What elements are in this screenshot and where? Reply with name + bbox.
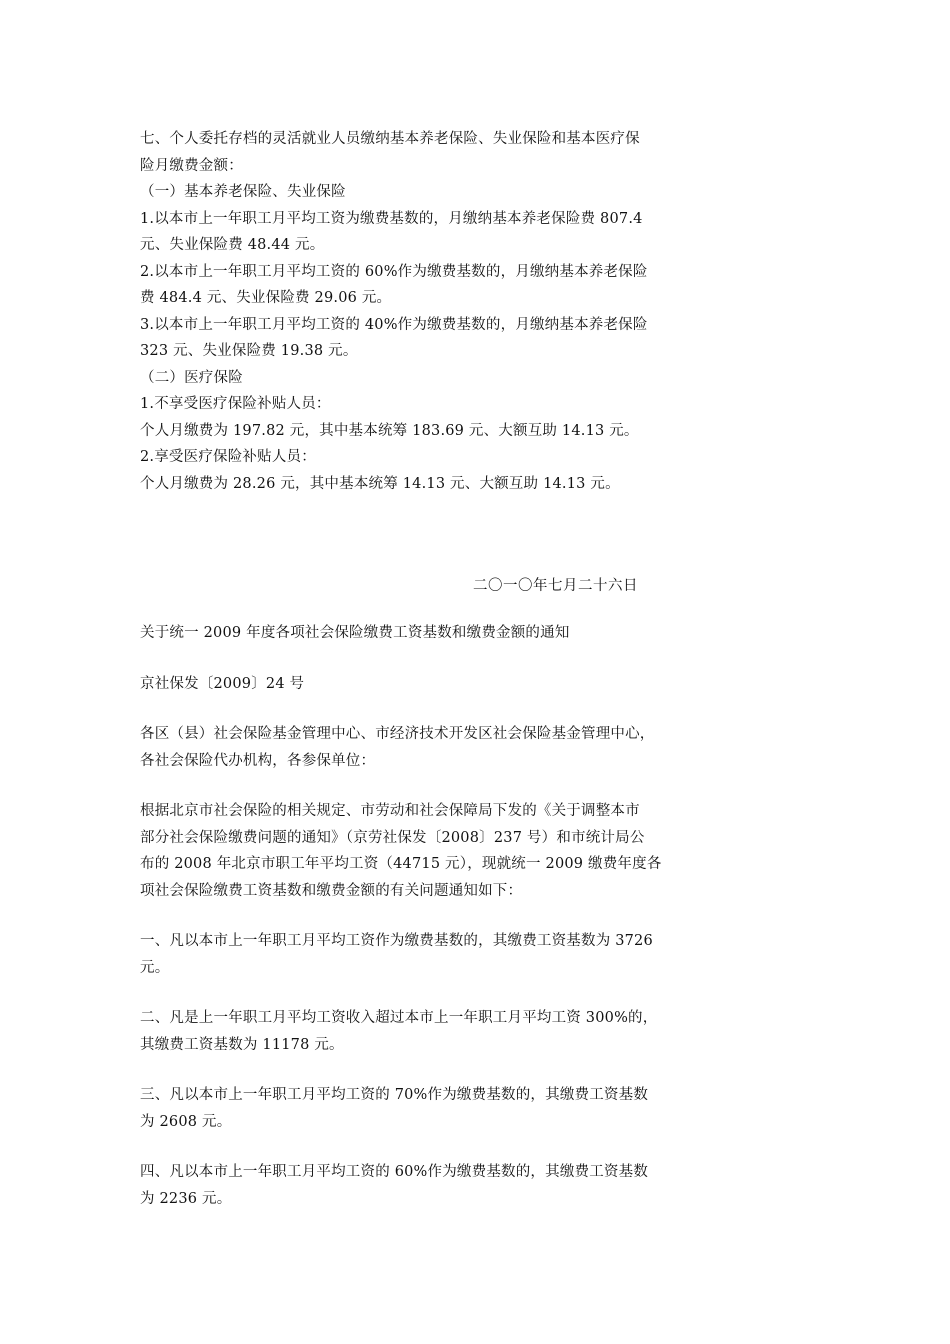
document-date: 二〇一〇年七月二十六日 — [473, 578, 638, 594]
notice-2009 — [140, 620, 700, 1236]
intro-line: 布的 2008 年北京市职工年平均工资（44715 元），现就统一 2009 缴费年度各 — [140, 856, 662, 872]
notice-title-text: 关于统一 2009 年度各项社会保险缴费工资基数和缴费金额的通知 — [140, 625, 570, 641]
pension-item-2-line-1: 2.以本市上一年职工月平均工资的 60%作为缴费基数的，月缴纳基本养老保险 — [140, 263, 648, 280]
addressee-line: 各区（县）社会保险基金管理中心、市经济技术开发区社会保险基金管理中心， — [140, 726, 655, 742]
medical-item-2-heading: 2.享受医疗保险补贴人员： — [140, 449, 316, 465]
section-7 — [140, 126, 700, 497]
item-1-line: 一、凡以本市上一年职工月平均工资作为缴费基数的，其缴费工资基数为 3726 — [140, 933, 653, 949]
notice-title — [140, 620, 700, 647]
notice-item-1 — [140, 928, 700, 981]
section-7-heading-line-1: 七、个人委托存档的灵活就业人员缴纳基本养老保险、失业保险和基本医疗保 — [140, 131, 640, 147]
notice-intro — [140, 798, 700, 904]
notice-addressee — [140, 721, 700, 774]
medical-item-2-detail: 个人月缴费为 28.26 元，其中基本统筹 14.13 元、大额互助 14.13 元。 — [140, 475, 620, 492]
pension-item-3-line-1: 3.以本市上一年职工月平均工资的 40%作为缴费基数的，月缴纳基本养老保险 — [140, 316, 648, 333]
item-4-line: 为 2236 元。 — [140, 1190, 232, 1207]
item-4-line: 四、凡以本市上一年职工月平均工资的 60%作为缴费基数的，其缴费工资基数 — [140, 1164, 649, 1180]
item-3-line: 三、凡以本市上一年职工月平均工资的 70%作为缴费基数的，其缴费工资基数 — [140, 1087, 649, 1103]
item-3-line: 为 2608 元。 — [140, 1113, 232, 1130]
notice-doc-number-text: 京社保发〔2009〕24 号 — [140, 675, 305, 692]
notice-item-4 — [140, 1159, 700, 1212]
subsection-medical: （二）医疗保险 — [140, 369, 243, 386]
intro-line: 根据北京市社会保险的相关规定、市劳动和社会保障局下发的《关于调整本市 — [140, 803, 640, 819]
addressee-line: 各社会保险代办机构，各参保单位： — [140, 752, 376, 769]
intro-line: 部分社会保险缴费问题的通知》（京劳社保发〔2008〕237 号）和市统计局公 — [140, 829, 645, 846]
notice-item-2 — [140, 1005, 700, 1058]
medical-item-1-heading: 1.不享受医疗保险补贴人员： — [140, 396, 331, 412]
item-2-line: 其缴费工资基数为 11178 元。 — [140, 1036, 344, 1053]
subsection-pension-unemployment: （一）基本养老保险、失业保险 — [140, 184, 346, 200]
item-1-line: 元。 — [140, 959, 170, 976]
section-7-heading-line-2: 险月缴费金额： — [140, 157, 243, 174]
notice-item-3 — [140, 1082, 700, 1135]
intro-line: 项社会保险缴费工资基数和缴费金额的有关问题通知如下： — [140, 882, 523, 899]
notice-doc-number — [140, 671, 700, 698]
pension-item-1-line-2: 元、失业保险费 48.44 元。 — [140, 237, 325, 253]
item-2-line: 二、凡是上一年职工月平均工资收入超过本市上一年职工月平均工资 300%的， — [140, 1010, 658, 1026]
pension-item-1-line-1: 1.以本市上一年职工月平均工资为缴费基数的，月缴纳基本养老保险费 807.4 — [140, 210, 643, 227]
pension-item-2-line-2: 费 484.4 元、失业保险费 29.06 元。 — [140, 290, 392, 306]
pension-item-3-line-2: 323 元、失业保险费 19.38 元。 — [140, 343, 358, 359]
medical-item-1-detail: 个人月缴费为 197.82 元，其中基本统筹 183.69 元、大额互助 14.13 元。 — [140, 422, 639, 439]
